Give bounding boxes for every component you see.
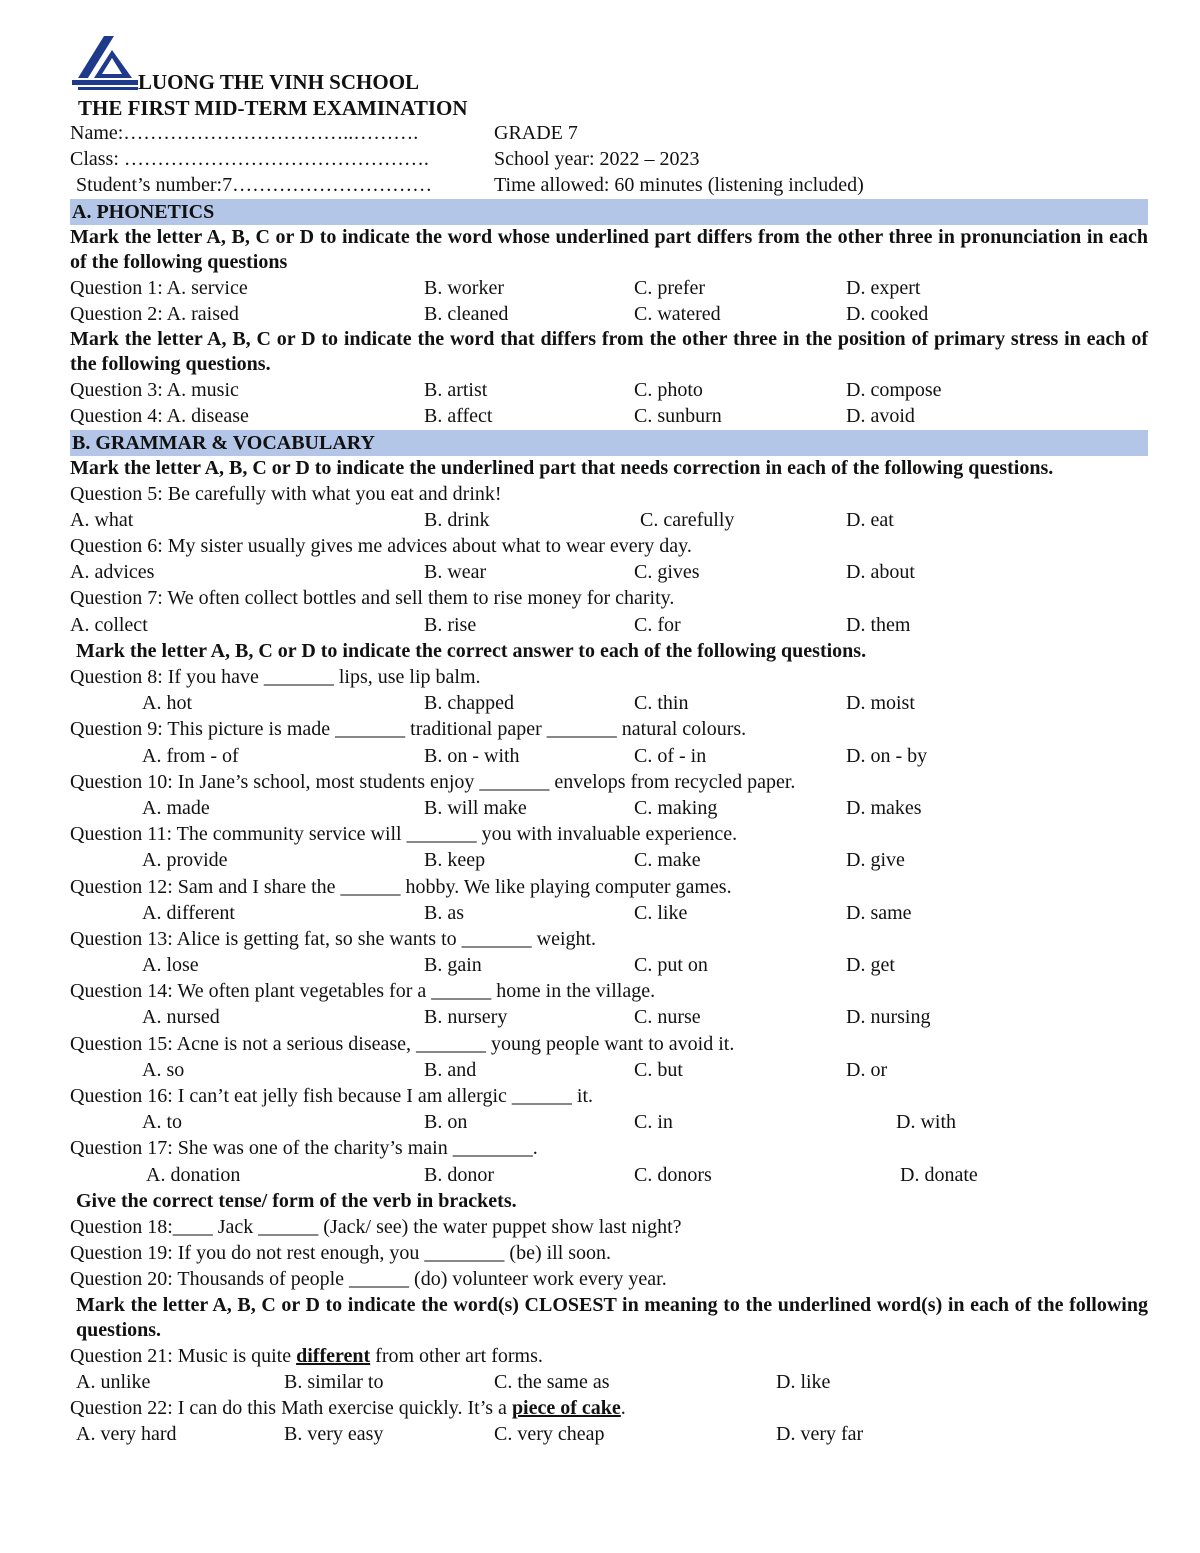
question-12-options <box>70 900 1148 926</box>
question-7: Question 7: We often collect bottles and sell them to rise money for charity. <box>70 587 675 610</box>
q21-option-c: C. the same as <box>494 1370 610 1393</box>
school-name: LUONG THE VINH SCHOOL <box>138 70 420 94</box>
q15-option-c: C. but <box>634 1058 683 1081</box>
grammar-instruction-2: Mark the letter A, B, C or D to indicate the correct answer to each of the following questions. <box>76 639 867 662</box>
q11-option-b: B. keep <box>424 849 486 872</box>
name-field: Name:……………………………..………. <box>70 122 419 144</box>
question-19: Question 19: If you do not rest enough, you ________ (be) ill soon. <box>70 1242 612 1265</box>
q15-option-b: B. and <box>424 1058 477 1081</box>
question-13-options <box>70 952 1148 978</box>
q7-option-c: C. for <box>634 613 681 636</box>
q1-option-b: B. worker <box>424 276 504 299</box>
q3-option-d: D. compose <box>846 379 942 402</box>
phonetics-instruction-1: Mark the letter A, B, C or D to indicate the word whose underlined part differs from the other three in pronunciation in each of the following questions <box>70 225 1148 273</box>
question-22-options <box>70 1421 1148 1447</box>
question-11-options <box>70 847 1148 873</box>
time-allowed: Time allowed: 60 minutes (listening included) <box>494 174 864 197</box>
q14-option-b: B. nursery <box>424 1006 508 1029</box>
q3-option-a: Question 3: A. music <box>70 379 239 402</box>
q10-option-b: B. will make <box>424 796 527 819</box>
name-row <box>70 120 1148 146</box>
q7-option-a: A. collect <box>70 613 148 636</box>
q12-option-a: A. different <box>142 901 235 924</box>
q14-option-c: C. nurse <box>634 1006 701 1029</box>
q4-option-d: D. avoid <box>846 405 915 428</box>
question-9-options <box>70 743 1148 769</box>
q12-option-b: B. as <box>424 901 464 924</box>
q13-option-d: D. get <box>846 954 895 977</box>
q13-option-b: B. gain <box>424 954 482 977</box>
question-3 <box>70 377 1148 403</box>
q5-option-d: D. eat <box>846 508 894 531</box>
exam-title: THE FIRST MID-TERM EXAMINATION <box>78 96 468 120</box>
q21-option-b: B. similar to <box>284 1370 384 1393</box>
question-14-options <box>70 1004 1148 1030</box>
question-6: Question 6: My sister usually gives me advices about what to wear every day. <box>70 535 692 558</box>
q16-option-b: B. on <box>424 1111 468 1134</box>
q16-option-a: A. to <box>142 1111 182 1134</box>
q1-option-d: D. expert <box>846 276 921 299</box>
q21-option-d: D. like <box>776 1370 831 1393</box>
question-2 <box>70 301 1148 327</box>
q5-option-c: C. carefully <box>640 508 735 531</box>
q16-option-d: D. with <box>896 1111 956 1134</box>
q9-option-c: C. of - in <box>634 744 707 767</box>
q22-option-d: D. very far <box>776 1423 864 1446</box>
question-21-options <box>70 1369 1148 1395</box>
question-8-options <box>70 690 1148 716</box>
question-7-options <box>70 612 1148 638</box>
question-5: Question 5: Be carefully with what you eat and drink! <box>70 482 502 505</box>
q22-text-end: . <box>620 1396 626 1419</box>
q13-option-c: C. put on <box>634 954 708 977</box>
q14-option-d: D. nursing <box>846 1006 931 1029</box>
q17-option-c: C. donors <box>634 1163 712 1186</box>
question-22 <box>70 1395 1148 1421</box>
q6-option-c: C. gives <box>634 561 700 584</box>
q17-option-a: A. donation <box>146 1163 241 1186</box>
q22-option-a: A. very hard <box>76 1423 177 1446</box>
q8-option-d: D. moist <box>846 692 915 715</box>
q21-text-end: from other art forms. <box>370 1344 543 1367</box>
question-8: Question 8: If you have _______ lips, use lip balm. <box>70 666 481 688</box>
q6-option-a: A. advices <box>70 561 155 584</box>
question-5-options <box>70 507 1148 533</box>
q16-option-c: C. in <box>634 1111 673 1134</box>
q12-option-d: D. same <box>846 901 912 924</box>
question-9: Question 9: This picture is made _______ traditional paper _______ natural colours. <box>70 718 747 741</box>
q1-option-c: C. prefer <box>634 276 706 299</box>
q7-option-b: B. rise <box>424 613 477 636</box>
question-13: Question 13: Alice is getting fat, so she wants to _______ weight. <box>70 927 597 950</box>
question-16: Question 16: I can’t eat jelly fish because I am allergic ______ it. <box>70 1085 593 1107</box>
question-15: Question 15: Acne is not a serious disease, _______ young people want to avoid it. <box>70 1032 735 1055</box>
q8-option-c: C. thin <box>634 692 689 715</box>
synonym-instruction: Mark the letter A, B, C or D to indicate the word(s) CLOSEST in meaning to the underlined word(s) in each of the following questions. <box>76 1293 1148 1341</box>
q15-option-d: D. or <box>846 1058 888 1081</box>
q10-option-d: D. makes <box>846 796 922 819</box>
question-11: Question 11: The community service will _______ you with invaluable experience. <box>70 823 738 846</box>
q5-option-b: B. drink <box>424 508 490 531</box>
question-17: Question 17: She was one of the charity’s main ________. <box>70 1137 538 1160</box>
question-6-options <box>70 559 1148 585</box>
q11-option-d: D. give <box>846 849 905 872</box>
q21-text-start: Question 21: Music is quite <box>70 1344 297 1367</box>
q14-option-a: A. nursed <box>142 1006 220 1029</box>
exam-page <box>70 34 1148 1447</box>
question-4 <box>70 403 1148 429</box>
class-row <box>70 146 1148 172</box>
phonetics-instruction-2: Mark the letter A, B, C or D to indicate the word that differs from the other three in the position of primary stress in each of the following questions. <box>70 328 1148 376</box>
q3-option-c: C. photo <box>634 379 703 402</box>
grade: GRADE 7 <box>494 122 578 144</box>
q2-option-b: B. cleaned <box>424 302 509 325</box>
question-21 <box>70 1343 1148 1369</box>
q6-option-b: B. wear <box>424 561 487 584</box>
grammar-instruction-1: Mark the letter A, B, C or D to indicate the underlined part that needs correction in each of the following questions. <box>70 456 1054 479</box>
question-20: Question 20: Thousands of people ______ (do) volunteer work every year. <box>70 1268 667 1291</box>
question-15-options <box>70 1057 1148 1083</box>
q6-option-d: D. about <box>846 561 915 584</box>
q2-option-c: C. watered <box>634 302 721 325</box>
q22-text-start: Question 22: I can do this Math exercise quickly. It’s a <box>70 1396 512 1419</box>
q4-option-a: Question 4: A. disease <box>70 405 249 428</box>
question-10: Question 10: In Jane’s school, most students enjoy _______ envelops from recycled paper. <box>70 770 796 793</box>
student-row <box>70 172 1148 198</box>
q17-option-d: D. donate <box>900 1163 978 1186</box>
section-b-title: B. GRAMMAR & VOCABULARY <box>70 430 1148 456</box>
q3-option-b: B. artist <box>424 379 488 402</box>
q12-option-c: C. like <box>634 901 688 924</box>
question-10-options <box>70 795 1148 821</box>
student-number-field: Student’s number:7………………………… <box>76 174 433 197</box>
q8-option-b: B. chapped <box>424 692 514 715</box>
q4-option-b: B. affect <box>424 405 493 428</box>
q9-option-b: B. on - with <box>424 744 520 767</box>
verb-instruction: Give the correct tense/ form of the verb in brackets. <box>76 1189 517 1212</box>
q1-option-a: Question 1: A. service <box>70 276 248 299</box>
q4-option-c: C. sunburn <box>634 405 722 428</box>
question-17-options <box>70 1162 1148 1188</box>
school-year: School year: 2022 – 2023 <box>494 148 700 171</box>
section-a-title: A. PHONETICS <box>70 199 1148 225</box>
q2-option-d: D. cooked <box>846 302 929 325</box>
q8-option-a: A. hot <box>142 692 192 715</box>
q21-option-a: A. unlike <box>76 1370 151 1393</box>
class-field: Class: ………………………………………. <box>70 148 429 171</box>
question-16-options <box>70 1109 1148 1135</box>
q22-option-c: C. very cheap <box>494 1423 605 1446</box>
q11-option-c: C. make <box>634 849 701 872</box>
q9-option-d: D. on - by <box>846 744 928 767</box>
question-14: Question 14: We often plant vegetables for a ______ home in the village. <box>70 980 656 1003</box>
q22-underlined-phrase: piece of cake <box>511 1396 621 1419</box>
q21-underlined-word: different <box>296 1344 371 1367</box>
q5-option-a: A. what <box>70 508 134 531</box>
q10-option-a: A. made <box>142 796 210 819</box>
question-18: Question 18:____ Jack ______ (Jack/ see) the water puppet show last night? <box>70 1215 682 1238</box>
q11-option-a: A. provide <box>142 849 228 872</box>
question-1 <box>70 275 1148 301</box>
q7-option-d: D. them <box>846 613 911 636</box>
q9-option-a: A. from - of <box>142 744 239 767</box>
q2-option-a: Question 2: A. raised <box>70 302 239 325</box>
q13-option-a: A. lose <box>142 954 199 977</box>
question-12: Question 12: Sam and I share the ______ hobby. We like playing computer games. <box>70 875 732 898</box>
q22-option-b: B. very easy <box>284 1423 384 1446</box>
q15-option-a: A. so <box>142 1058 185 1081</box>
q17-option-b: B. donor <box>424 1163 494 1186</box>
q10-option-c: C. making <box>634 796 718 819</box>
